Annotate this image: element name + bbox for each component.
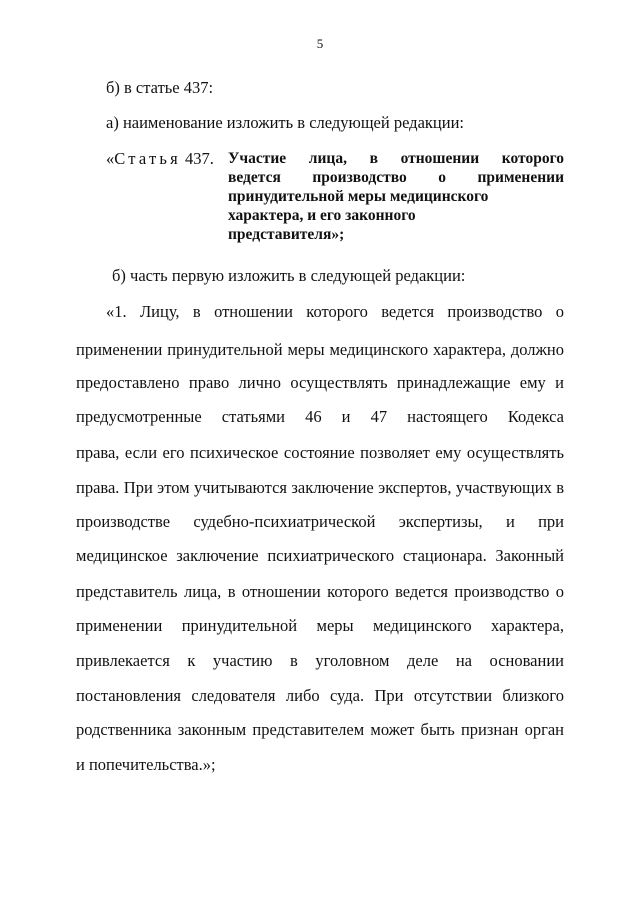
article-title-line: Участие лица, в отношении которого — [228, 150, 564, 167]
page-number: 5 — [316, 36, 324, 51]
part-one-line: родственника законным представителем может быть признан орган — [76, 720, 564, 739]
part-one-line: представитель лица, в отношении которого ведется производство о — [76, 582, 564, 601]
item-b-article-437: б) в статье 437: — [106, 78, 214, 97]
article-title — [228, 149, 564, 244]
part-one-line: предусмотренные статьями 46 и 47 настоящего Кодекса — [76, 407, 564, 426]
part-one-line: права. При этом учитываются заключение экспертов, участвующих в — [76, 478, 564, 497]
article-title-line: принудительной меры медицинского — [228, 188, 489, 205]
part-one-line: медицинское заключение психиатрического стационара. Законный — [76, 546, 564, 565]
article-title-line: ведется производство о применении — [228, 169, 564, 186]
part-one-intro: б) часть первую изложить в следующей редакции: — [112, 266, 466, 285]
part-one-line: применении принудительной меры медицинского характера, должно — [76, 340, 564, 359]
part-one-line: применении принудительной меры медицинского характера, — [76, 616, 564, 635]
part-one-line: права, если его психическое состояние позволяет ему осуществлять — [76, 443, 564, 462]
article-label-prefix: « — [106, 149, 115, 168]
part-one-line: привлекается к участию в уголовном деле на основании — [76, 651, 564, 670]
article-label-word: Статья — [114, 149, 181, 168]
part-one-line: «1. Лицу, в отношении которого ведется производство о — [106, 302, 564, 321]
article-title-line: характера, и его законного — [228, 207, 416, 224]
item-a-name-new-wording: а) наименование изложить в следующей редакции: — [106, 113, 464, 132]
article-label-number: 437. — [185, 149, 214, 168]
part-one-line: и попечительства.»; — [76, 755, 216, 774]
part-one-line: предоставлено право лично осуществлять принадлежащие ему и — [76, 373, 564, 392]
article-label — [106, 149, 214, 169]
part-one-line: постановления следователя либо суда. При отсутствии близкого — [76, 686, 564, 705]
part-one-line: производстве судебно-психиатрической экспертизы, и при — [76, 512, 564, 531]
article-title-line: представителя»; — [228, 226, 345, 243]
